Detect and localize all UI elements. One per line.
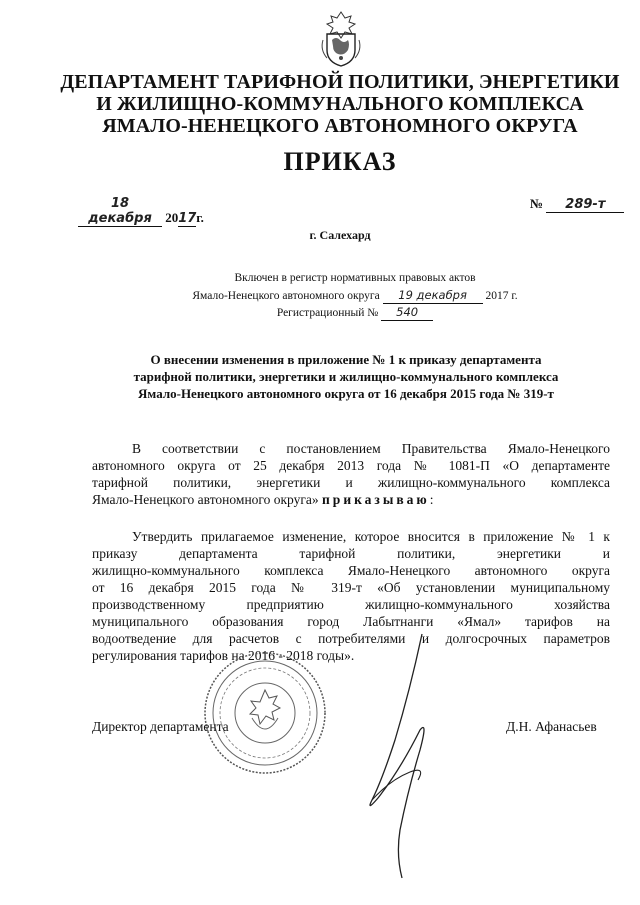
department-title-line-2: И ЖИЛИЩНО-КОММУНАЛЬНОГО КОМПЛЕКСА	[96, 93, 584, 115]
registration-line-2	[130, 287, 580, 304]
preamble-line-end: Ямало-Ненецкого автономного округа»	[92, 492, 319, 507]
round-seal-stamp-icon	[200, 648, 330, 778]
signatory-name: Д.Н. Афанасьев	[506, 719, 597, 734]
subject-line: Ямало-Ненецкого автономного округа от 16 декабря 2015 года № 319-т	[138, 386, 554, 401]
directive-word: приказываю	[322, 492, 430, 507]
registration-date: 19 декабря	[383, 287, 483, 304]
registration-number: 540	[381, 304, 433, 321]
order-number	[530, 196, 624, 213]
coat-of-arms-icon	[318, 10, 364, 68]
registration-number-label: Регистрационный №	[276, 307, 379, 319]
body-line: жилищно-коммунального комплекса Ямало-Ненецкого автономного округа	[92, 563, 610, 578]
order-city: г. Салехард	[309, 228, 371, 242]
body-line: приказу департамента тарифной политики, энергетики и	[92, 546, 610, 561]
preamble-line: автономного округа от 25 декабря 2013 года № 1081-П «О департаменте	[92, 458, 610, 473]
registration-year: 2017 г.	[485, 290, 518, 302]
department-title-line-3: ЯМАЛО-НЕНЕЦКОГО АВТОНОМНОГО ОКРУГА	[102, 115, 578, 137]
registration-line-3	[130, 304, 580, 321]
registration-line-1: Включен в регистр нормативных правовых актов	[234, 272, 476, 284]
document-type-title: ПРИКАЗ	[283, 147, 397, 176]
order-date-year-letter: г.	[196, 210, 204, 225]
order-date-year-prefix: 20	[165, 210, 179, 225]
preamble-colon: :	[429, 492, 434, 507]
body-line: регулирования тарифов на 2016 - 2018 годы».	[92, 648, 355, 663]
handwritten-signature-icon	[350, 630, 470, 880]
order-number-value: 289-т	[546, 197, 624, 213]
body-line: муниципального образования город Лабытнанги «Ямал» тарифов на	[92, 614, 610, 629]
signatory-position: Директор департамента	[92, 719, 229, 734]
registration-region: Ямало-Ненецкого автономного округа	[192, 290, 380, 302]
order-date-year-suffix: 17	[178, 211, 197, 226]
subject-line: тарифной политики, энергетики и жилищно-коммунального комплекса	[133, 369, 559, 384]
order-subject	[96, 351, 596, 402]
order-date	[78, 196, 204, 227]
department-title-line-1: ДЕПАРТАМЕНТ ТАРИФНОЙ ПОЛИТИКИ, ЭНЕРГЕТИКИ	[60, 71, 620, 93]
order-date-day-month: 18 декабря	[78, 196, 162, 227]
order-number-sign: №	[530, 196, 544, 211]
preamble-line: тарифной политики, энергетики и жилищно-коммунального комплекса	[92, 475, 610, 490]
body-line: от 16 декабря 2015 года № 319-т «Об установлении муниципальному	[92, 580, 610, 595]
preamble-line: В соответствии с постановлением Правительства Ямало-Ненецкого	[132, 441, 610, 456]
preamble-last-line	[92, 491, 610, 508]
subject-line: О внесении изменения в приложение № 1 к приказу департамента	[150, 352, 542, 367]
body-line: Утвердить прилагаемое изменение, которое вносится в приложение № 1 к	[132, 529, 610, 544]
body-line: производственному предприятию жилищно-коммунального хозяйства	[92, 597, 610, 612]
body-line: водоотведение для расчетов с потребителями и долгосрочных параметров	[92, 631, 610, 646]
preamble-paragraph	[92, 440, 610, 508]
